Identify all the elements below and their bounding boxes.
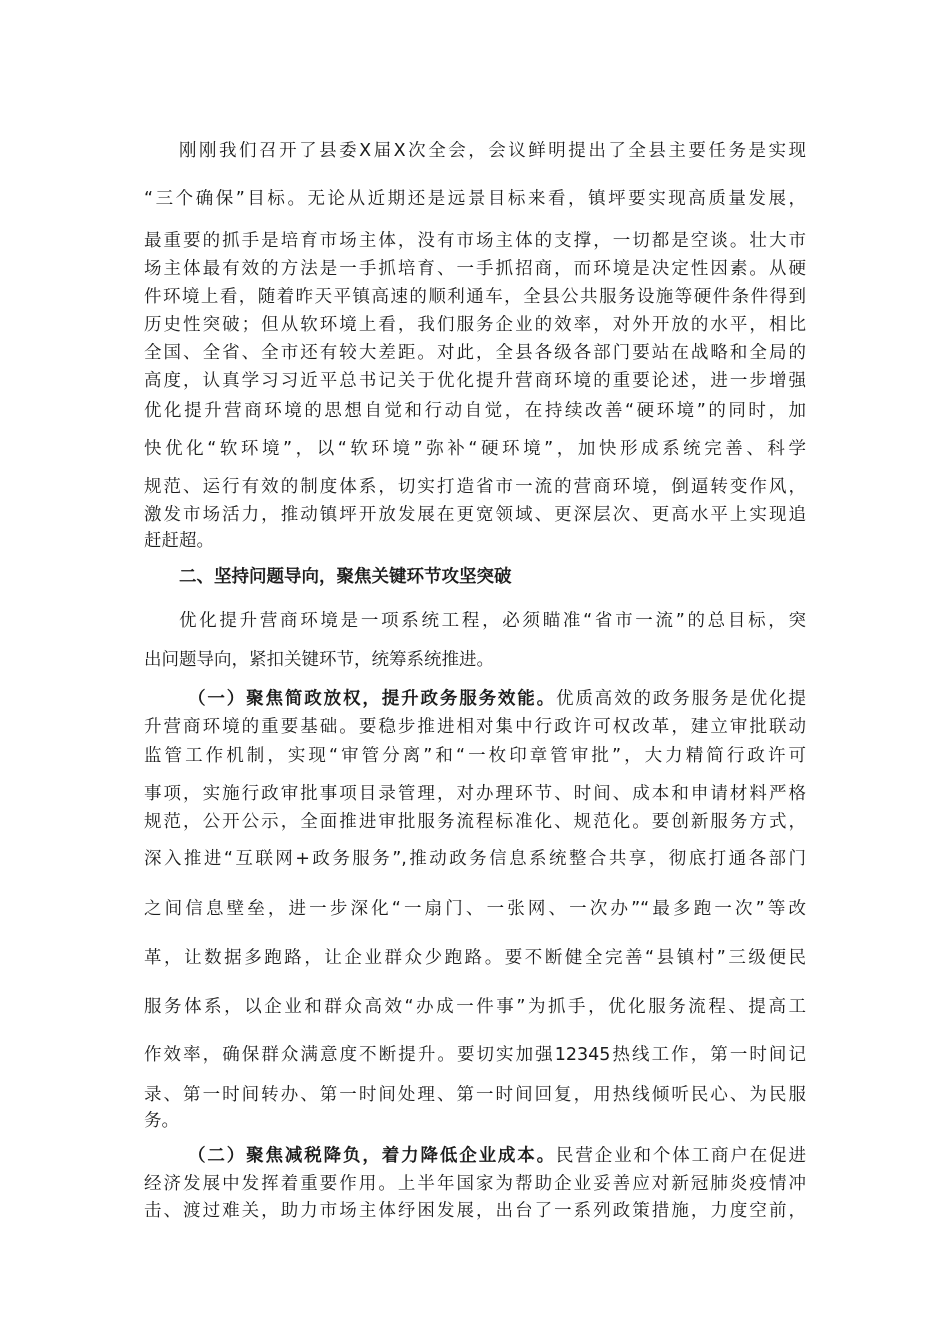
paragraph-line: 优化提升营商环境是一项系统工程，必须瞄准“省市一流”的总目标，突 <box>179 611 806 631</box>
paragraph-line: 刚刚我们召开了县委X届X次全会，会议鲜明提出了全县主要任务是实现 <box>179 141 806 161</box>
paragraph-line: 事项，实施行政审批事项目录管理，对办理环节、时间、成本和申请材料严格 <box>144 784 806 804</box>
subheading-rest: 民营企业和个体工商户在促进 <box>556 1146 806 1166</box>
paragraph-line: 最重要的抓手是培育市场主体，没有市场主体的支撑，一切都是空谈。壮大市 <box>144 231 806 251</box>
subheading-bold: （一）聚焦简政放权，提升政务服务效能。 <box>188 689 557 709</box>
paragraph-line: 优化提升营商环境的思想自觉和行动自觉，在持续改善“硬环境”的同时，加 <box>144 401 806 421</box>
paragraph-line: 件环境上看，随着昨天平镇高速的顺利通车，全县公共服务设施等硬件条件得到 <box>144 287 806 307</box>
subheading-rest: 优质高效的政务服务是优化提 <box>556 689 806 709</box>
paragraph-line: 之间信息壁垒，进一步深化“一扇门、一张网、一次办”“最多跑一次”等改 <box>144 899 806 919</box>
paragraph-line: 激发市场活力，推动镇坪开放发展在更宽领域、更深层次、更高水平上实现追 <box>144 505 806 525</box>
paragraph-line: 场主体最有效的方法是一手抓培育、一手抓招商，而环境是决定性因素。从硬 <box>144 259 806 279</box>
paragraph-line: 作效率，确保群众满意度不断提升。要切实加强12345热线工作，第一时间记 <box>144 1045 806 1065</box>
subheading-line <box>188 1141 806 1171</box>
paragraph-line: 规范，公开公示，全面推进审批服务流程标准化、规范化。要创新服务方式， <box>144 812 806 832</box>
paragraph-line: 革，让数据多跑路，让企业群众少跑路。要不断健全完善“县镇村”三级便民 <box>144 948 806 968</box>
paragraph-line: 全国、全省、全市还有较大差距。对此，全县各级各部门要站在战略和全局的 <box>144 343 806 363</box>
paragraph-line: 深入推进“互联网+政务服务”,推动政务信息系统整合共享，彻底打通各部门 <box>144 849 806 869</box>
paragraph-line: 高度，认真学习习近平总书记关于优化提升营商环境的重要论述，进一步增强 <box>144 371 806 391</box>
paragraph-line: 历史性突破；但从软环境上看，我们服务企业的效率，对外开放的水平，相比 <box>144 315 806 335</box>
subheading-bold: （二）聚焦减税降负，着力降低企业成本。 <box>188 1146 557 1166</box>
paragraph-line: 快优化“软环境”，以“软环境”弥补“硬环境”，加快形成系统完善、科学 <box>144 439 806 459</box>
paragraph-line: 赶赶超。 <box>144 531 214 551</box>
paragraph-line: 出问题导向，紧扣关键环节，统筹系统推进。 <box>144 650 494 670</box>
paragraph-line: 服务体系，以企业和群众高效“办成一件事”为抓手，优化服务流程、提高工 <box>144 997 806 1017</box>
paragraph-line: 规范、运行有效的制度体系，切实打造省市一流的营商环境，倒逼转变作风， <box>144 477 806 497</box>
paragraph-line: 录、第一时间转办、第一时间处理、第一时间回复，用热线倾听民心、为民服 <box>144 1085 806 1105</box>
paragraph-line: “三个确保”目标。无论从近期还是远景目标来看，镇坪要实现高质量发展， <box>144 189 806 209</box>
section-heading: 二、坚持问题导向，聚焦关键环节攻坚突破 <box>179 567 512 587</box>
paragraph-line: 监管工作机制，实现“审管分离”和“一枚印章管审批”，大力精简行政许可 <box>144 746 806 766</box>
paragraph-line: 务。 <box>144 1111 179 1131</box>
paragraph-line: 升营商环境的重要基础。要稳步推进相对集中行政许可权改革，建立审批联动 <box>144 717 806 737</box>
paragraph-line: 经济发展中发挥着重要作用。上半年国家为帮助企业妥善应对新冠肺炎疫情冲 <box>144 1174 806 1194</box>
paragraph-line: 击、渡过难关，助力市场主体纾困发展，出台了一系列政策措施，力度空前， <box>144 1201 806 1221</box>
subheading-line <box>188 684 806 714</box>
